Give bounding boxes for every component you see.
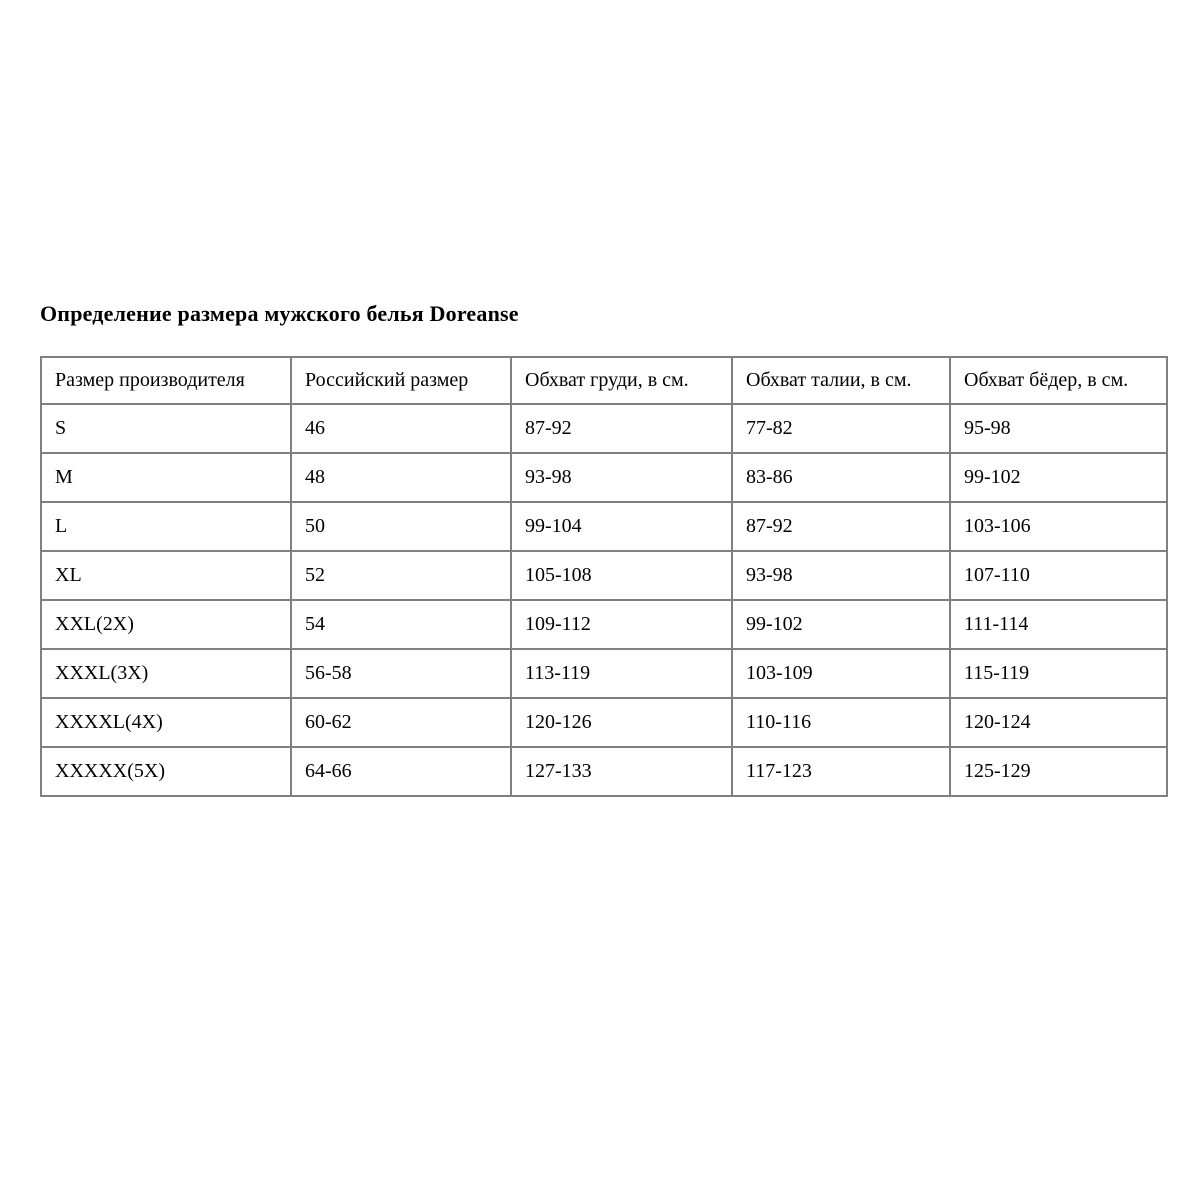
table-cell: 48 [291, 453, 511, 502]
header-manufacturer-size: Размер производителя [41, 357, 291, 404]
table-row [41, 600, 1167, 649]
table-cell: 54 [291, 600, 511, 649]
table-row [41, 747, 1167, 796]
table-header-row [41, 357, 1167, 404]
table-row [41, 698, 1167, 747]
table-row [41, 649, 1167, 698]
table-cell: 115-119 [950, 649, 1167, 698]
table-cell: 109-112 [511, 600, 732, 649]
header-russian-size: Российский размер [291, 357, 511, 404]
table-cell: XXXL(3X) [41, 649, 291, 698]
table-cell: 93-98 [732, 551, 950, 600]
table-cell: 95-98 [950, 404, 1167, 453]
table-cell: 99-102 [732, 600, 950, 649]
table-cell: 99-104 [511, 502, 732, 551]
table-cell: 46 [291, 404, 511, 453]
table-cell: 83-86 [732, 453, 950, 502]
table-cell: 103-109 [732, 649, 950, 698]
table-cell: 60-62 [291, 698, 511, 747]
size-table [40, 356, 1168, 797]
table-cell: 111-114 [950, 600, 1167, 649]
table-cell: 64-66 [291, 747, 511, 796]
table-row [41, 551, 1167, 600]
table-cell: 120-124 [950, 698, 1167, 747]
header-chest: Обхват груди, в см. [511, 357, 732, 404]
table-row [41, 502, 1167, 551]
table-cell: 50 [291, 502, 511, 551]
header-waist: Обхват талии, в см. [732, 357, 950, 404]
table-cell: 113-119 [511, 649, 732, 698]
table-row [41, 453, 1167, 502]
table-cell: 120-126 [511, 698, 732, 747]
table-cell: 99-102 [950, 453, 1167, 502]
table-cell: 110-116 [732, 698, 950, 747]
table-cell: XXXXL(4X) [41, 698, 291, 747]
table-cell: 77-82 [732, 404, 950, 453]
table-cell: 56-58 [291, 649, 511, 698]
table-cell: M [41, 453, 291, 502]
table-cell: 52 [291, 551, 511, 600]
table-cell: 93-98 [511, 453, 732, 502]
table-cell: 125-129 [950, 747, 1167, 796]
table-cell: 103-106 [950, 502, 1167, 551]
table-cell: 107-110 [950, 551, 1167, 600]
table-cell: XL [41, 551, 291, 600]
table-cell: 87-92 [732, 502, 950, 551]
table-cell: L [41, 502, 291, 551]
table-cell: S [41, 404, 291, 453]
header-hips: Обхват бёдер, в см. [950, 357, 1167, 404]
table-cell: 127-133 [511, 747, 732, 796]
table-cell: 117-123 [732, 747, 950, 796]
table-cell: XXXXX(5X) [41, 747, 291, 796]
table-cell: 87-92 [511, 404, 732, 453]
table-cell: XXL(2X) [41, 600, 291, 649]
page-title: Определение размера мужского белья Doreanse [40, 301, 519, 326]
table-row [41, 404, 1167, 453]
table-cell: 105-108 [511, 551, 732, 600]
